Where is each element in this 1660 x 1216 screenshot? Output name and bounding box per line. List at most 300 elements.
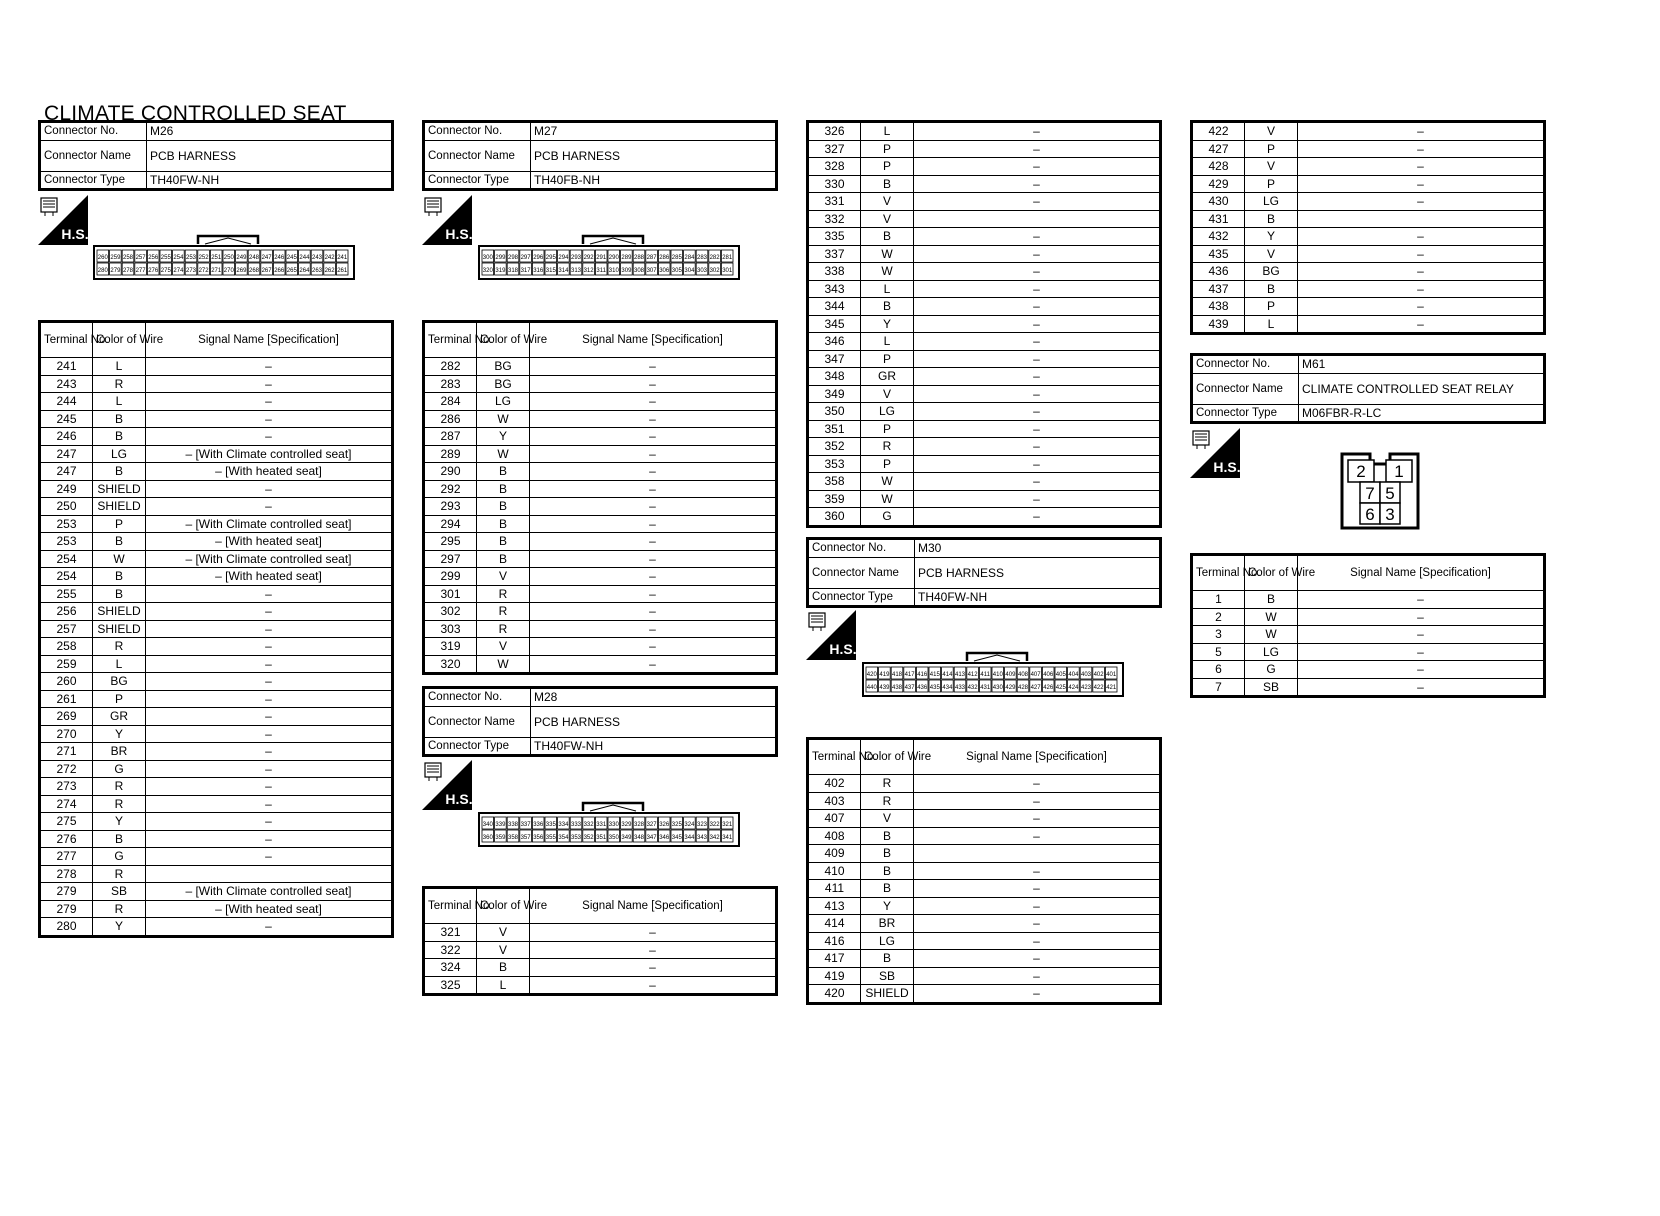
- signal-name: –: [914, 775, 1161, 793]
- pin-label: 254: [173, 255, 184, 261]
- terminal-table-m26: [38, 320, 394, 938]
- terminal-no: 273: [40, 778, 93, 796]
- pin-label: 360: [482, 835, 493, 841]
- signal-name: –: [146, 848, 393, 866]
- pin-label: 358: [507, 835, 519, 841]
- wire-color: B: [477, 550, 530, 568]
- table-row: [1192, 315, 1545, 334]
- wire-color: Y: [93, 918, 146, 937]
- table-row: [424, 515, 777, 533]
- pin-label: 315: [545, 268, 556, 274]
- pin-label: 280: [97, 268, 108, 274]
- terminal-no: 430: [1192, 193, 1245, 211]
- terminal-no: 302: [424, 603, 477, 621]
- terminal-no: 432: [1192, 228, 1245, 246]
- wire-color: B: [861, 175, 914, 193]
- pin-label: 353: [570, 835, 582, 841]
- wire-color: W: [477, 655, 530, 674]
- wire-color: B: [93, 568, 146, 586]
- pin-label: 407: [1030, 672, 1041, 678]
- terminal-no: 283: [424, 375, 477, 393]
- wire-color: V: [861, 210, 914, 228]
- pin-label: 296: [533, 255, 544, 261]
- signal-name: –: [914, 193, 1161, 211]
- pin-label: 436: [917, 685, 928, 691]
- table-row: [40, 550, 393, 568]
- table-row: [424, 924, 777, 942]
- terminal-no: 352: [808, 438, 861, 456]
- wire-color: R: [93, 795, 146, 813]
- pin-label: 273: [185, 268, 197, 274]
- pin-label: 7: [1365, 484, 1375, 503]
- label-connector-name: Connector Name: [1192, 373, 1299, 404]
- pin-label: 440: [866, 685, 877, 691]
- pin-label: 310: [608, 268, 619, 274]
- pin-label: 312: [583, 268, 594, 274]
- table-row: [1192, 228, 1545, 246]
- table-row: [424, 976, 777, 995]
- terminal-no: 439: [1192, 315, 1245, 334]
- pin-label: 318: [507, 268, 519, 274]
- pin-label: 429: [1005, 685, 1016, 691]
- terminal-no: 274: [40, 795, 93, 813]
- table-row: [808, 775, 1161, 793]
- table-row: [808, 122, 1161, 141]
- wire-color: B: [93, 463, 146, 481]
- pin-label: 290: [608, 255, 619, 261]
- signal-name: –: [914, 140, 1161, 158]
- pin-label: 345: [671, 835, 682, 841]
- pin-label: 346: [659, 835, 670, 841]
- pin-label: 402: [1093, 672, 1104, 678]
- terminal-no: 261: [40, 690, 93, 708]
- table-row: [808, 473, 1161, 491]
- pin-label: 309: [621, 268, 632, 274]
- wire-color: R: [861, 775, 914, 793]
- wire-color: P: [93, 690, 146, 708]
- wire-color: L: [93, 655, 146, 673]
- col-header-color: Color of Wire: [93, 322, 146, 358]
- col-header-color: Color of Wire: [861, 739, 914, 775]
- table-row: [808, 403, 1161, 421]
- signal-name: –: [1298, 122, 1545, 141]
- signal-name: –: [530, 463, 777, 481]
- terminal-no: 279: [40, 883, 93, 901]
- wire-color: BG: [477, 375, 530, 393]
- signal-name: –: [914, 315, 1161, 333]
- signal-name: –: [914, 985, 1161, 1004]
- pin-label: 282: [709, 255, 720, 261]
- signal-name: –: [914, 385, 1161, 403]
- wire-color: P: [861, 350, 914, 368]
- wire-color: Y: [1245, 228, 1298, 246]
- wire-color: R: [477, 585, 530, 603]
- table-row: [1192, 280, 1545, 298]
- signal-name: –: [914, 122, 1161, 141]
- pin-label: 404: [1068, 672, 1079, 678]
- table-row: [1192, 608, 1545, 626]
- table-row: [1192, 298, 1545, 316]
- hs-label: H.S.: [1213, 459, 1241, 475]
- table-row: [808, 455, 1161, 473]
- wire-color: BG: [1245, 263, 1298, 281]
- wire-color: W: [1245, 608, 1298, 626]
- wire-color: SHIELD: [93, 480, 146, 498]
- table-row: [40, 918, 393, 937]
- wire-color: W: [861, 473, 914, 491]
- signal-name: –: [914, 932, 1161, 950]
- terminal-no: 431: [1192, 210, 1245, 228]
- signal-name: – [With Climate controlled seat]: [146, 550, 393, 568]
- wire-color: P: [1245, 298, 1298, 316]
- terminal-no: 429: [1192, 175, 1245, 193]
- pin-label: 276: [148, 268, 159, 274]
- wire-color: W: [861, 263, 914, 281]
- pin-label: 275: [160, 268, 171, 274]
- table-row: [40, 393, 393, 411]
- pin-label: 253: [185, 255, 197, 261]
- pin-label: 336: [533, 822, 544, 828]
- table-row: [808, 827, 1161, 845]
- pin-label: 415: [929, 672, 940, 678]
- terminal-no: 328: [808, 158, 861, 176]
- terminal-no: 337: [808, 245, 861, 263]
- hs-connector-icon: [422, 195, 472, 245]
- signal-name: –: [530, 655, 777, 674]
- table-row: [424, 445, 777, 463]
- table-row: [40, 638, 393, 656]
- signal-name: –: [1298, 626, 1545, 644]
- pin-label: 265: [286, 268, 297, 274]
- pin-label: 291: [596, 255, 607, 261]
- pin-label: 295: [545, 255, 556, 261]
- pin-label: 302: [709, 268, 720, 274]
- table-row: [808, 228, 1161, 246]
- connector-info-m27: [422, 120, 778, 191]
- connector-no: M26: [147, 122, 393, 141]
- terminal-no: 353: [808, 455, 861, 473]
- signal-name: –: [914, 490, 1161, 508]
- col-header-terminal: Terminal No.: [424, 888, 477, 924]
- terminal-no: 321: [424, 924, 477, 942]
- wire-color: G: [93, 760, 146, 778]
- pin-label: 324: [684, 822, 695, 828]
- terminal-no: 324: [424, 959, 477, 977]
- signal-name: –: [530, 498, 777, 516]
- wire-color: V: [861, 810, 914, 828]
- signal-name: –: [914, 420, 1161, 438]
- pin-label: 435: [929, 685, 940, 691]
- terminal-no: 277: [40, 848, 93, 866]
- hs-label: H.S.: [445, 791, 473, 807]
- table-row: [808, 193, 1161, 211]
- signal-name: –: [530, 393, 777, 411]
- terminal-no: 5: [1192, 643, 1245, 661]
- signal-name: –: [146, 795, 393, 813]
- table-row: [40, 725, 393, 743]
- terminal-no: 287: [424, 428, 477, 446]
- terminal-no: 427: [1192, 140, 1245, 158]
- signal-name: –: [146, 638, 393, 656]
- signal-name: –: [146, 918, 393, 937]
- label-connector-type: Connector Type: [808, 588, 915, 607]
- terminal-no: 322: [424, 941, 477, 959]
- table-row: [40, 865, 393, 883]
- table-row: [40, 848, 393, 866]
- terminal-no: 407: [808, 810, 861, 828]
- wire-color: L: [1245, 315, 1298, 334]
- table-row: [808, 280, 1161, 298]
- signal-name: –: [530, 620, 777, 638]
- pin-label: 325: [671, 822, 682, 828]
- terminal-table-m28a: [422, 886, 778, 996]
- pin-label: 257: [135, 255, 146, 261]
- wire-color: W: [477, 445, 530, 463]
- table-row: [40, 673, 393, 691]
- terminal-no: 297: [424, 550, 477, 568]
- wire-color: B: [861, 862, 914, 880]
- terminal-no: 410: [808, 862, 861, 880]
- table-row: [1192, 175, 1545, 193]
- pin-label: 270: [223, 268, 234, 274]
- pin-label: 431: [980, 685, 991, 691]
- wire-color: SB: [861, 967, 914, 985]
- terminal-no: 260: [40, 673, 93, 691]
- signal-name: –: [146, 375, 393, 393]
- col-header-signal: Signal Name [Specification]: [530, 322, 777, 358]
- wire-color: V: [1245, 122, 1298, 141]
- terminal-no: 246: [40, 428, 93, 446]
- pin-label: 286: [659, 255, 670, 261]
- terminal-no: 303: [424, 620, 477, 638]
- table-row: [424, 550, 777, 568]
- pin-label: 248: [248, 255, 260, 261]
- signal-name: –: [530, 585, 777, 603]
- signal-name: –: [1298, 280, 1545, 298]
- table-row: [424, 480, 777, 498]
- wire-color: G: [1245, 661, 1298, 679]
- table-row: [1192, 245, 1545, 263]
- pin-label: 418: [891, 672, 903, 678]
- signal-name: –: [530, 924, 777, 942]
- col-header-color: Color of Wire: [477, 322, 530, 358]
- pin-label: 264: [299, 268, 310, 274]
- wire-color: P: [861, 420, 914, 438]
- table-row: [40, 568, 393, 586]
- signal-name: – [With heated seat]: [146, 533, 393, 551]
- table-row: [808, 950, 1161, 968]
- pin-label: 357: [520, 835, 531, 841]
- wire-color: B: [861, 845, 914, 863]
- signal-name: – [With heated seat]: [146, 900, 393, 918]
- signal-name: –: [146, 690, 393, 708]
- signal-name: –: [530, 550, 777, 568]
- pin-label: 439: [879, 685, 890, 691]
- pin-label: 342: [709, 835, 720, 841]
- table-row: [808, 490, 1161, 508]
- terminal-no: 350: [808, 403, 861, 421]
- connector-info-m28: [422, 686, 778, 757]
- pin-label: 405: [1055, 672, 1066, 678]
- signal-name: –: [1298, 315, 1545, 334]
- table-row: [808, 862, 1161, 880]
- hs-connector-icon: [806, 610, 856, 660]
- pin-label: 2: [1356, 462, 1366, 481]
- wire-color: W: [1245, 626, 1298, 644]
- table-row: [808, 333, 1161, 351]
- signal-name: – [With heated seat]: [146, 568, 393, 586]
- wire-color: SB: [93, 883, 146, 901]
- wire-color: Y: [861, 897, 914, 915]
- wire-color: LG: [861, 932, 914, 950]
- hs-connector-icon: [38, 195, 88, 245]
- table-row: [424, 533, 777, 551]
- pin-label: 258: [122, 255, 134, 261]
- terminal-no: 428: [1192, 158, 1245, 176]
- label-connector-type: Connector Type: [40, 171, 147, 190]
- terminal-no: 249: [40, 480, 93, 498]
- table-row: [1192, 193, 1545, 211]
- signal-name: –: [914, 950, 1161, 968]
- signal-name: –: [146, 725, 393, 743]
- terminal-no: 349: [808, 385, 861, 403]
- terminal-no: 250: [40, 498, 93, 516]
- wire-color: B: [861, 298, 914, 316]
- terminal-no: 422: [1192, 122, 1245, 141]
- signal-name: –: [146, 743, 393, 761]
- pin-label: 428: [1017, 685, 1029, 691]
- wire-color: V: [477, 941, 530, 959]
- wire-color: V: [477, 638, 530, 656]
- pin-label: 271: [211, 268, 222, 274]
- table-row: [40, 463, 393, 481]
- table-row: [808, 420, 1161, 438]
- table-row: [808, 810, 1161, 828]
- label-connector-no: Connector No.: [1192, 355, 1299, 374]
- connector-type: TH40FW-NH: [915, 588, 1161, 607]
- signal-name: –: [530, 603, 777, 621]
- table-row: [808, 897, 1161, 915]
- signal-name: –: [914, 298, 1161, 316]
- table-row: [1192, 140, 1545, 158]
- signal-name: –: [914, 792, 1161, 810]
- pin-label: 424: [1068, 685, 1079, 691]
- wire-color: L: [861, 280, 914, 298]
- wire-color: B: [477, 498, 530, 516]
- wire-color: SHIELD: [93, 498, 146, 516]
- wire-color: P: [1245, 140, 1298, 158]
- table-row: [424, 959, 777, 977]
- pin-label: 250: [223, 255, 234, 261]
- signal-name: –: [914, 827, 1161, 845]
- pin-label: 409: [1005, 672, 1016, 678]
- pin-label: 246: [274, 255, 285, 261]
- signal-name: –: [146, 585, 393, 603]
- pin-label: 308: [633, 268, 645, 274]
- table-row: [1192, 626, 1545, 644]
- pin-label: 272: [198, 268, 209, 274]
- wire-color: GR: [93, 708, 146, 726]
- connector-name: PCB HARNESS: [915, 557, 1161, 588]
- table-row: [40, 760, 393, 778]
- table-row: [40, 830, 393, 848]
- table-row: [424, 463, 777, 481]
- wire-color: LG: [93, 445, 146, 463]
- pin-label: 352: [583, 835, 594, 841]
- pin-label: 350: [608, 835, 619, 841]
- terminal-no: 301: [424, 585, 477, 603]
- signal-name: –: [1298, 643, 1545, 661]
- terminal-no: 289: [424, 445, 477, 463]
- pin-label: 349: [621, 835, 632, 841]
- terminal-no: 284: [424, 393, 477, 411]
- wire-color: B: [1245, 591, 1298, 609]
- wire-color: B: [477, 463, 530, 481]
- terminal-no: 299: [424, 568, 477, 586]
- signal-name: –: [914, 967, 1161, 985]
- pin-label: 262: [324, 268, 335, 274]
- wire-color: SHIELD: [861, 985, 914, 1004]
- pin-label: 292: [583, 255, 594, 261]
- terminal-no: 254: [40, 550, 93, 568]
- wire-color: P: [861, 140, 914, 158]
- pin-label: 416: [917, 672, 928, 678]
- table-row: [40, 795, 393, 813]
- terminal-no: 435: [1192, 245, 1245, 263]
- table-row: [40, 900, 393, 918]
- signal-name: –: [914, 897, 1161, 915]
- terminal-no: 2: [1192, 608, 1245, 626]
- wire-color: R: [93, 638, 146, 656]
- pin-label: 437: [904, 685, 915, 691]
- col-header-signal: Signal Name [Specification]: [914, 739, 1161, 775]
- table-row: [40, 410, 393, 428]
- pin-label: 323: [696, 822, 708, 828]
- signal-name: –: [530, 358, 777, 376]
- terminal-no: 326: [808, 122, 861, 141]
- signal-name: –: [530, 941, 777, 959]
- label-connector-name: Connector Name: [424, 140, 531, 171]
- terminal-no: 286: [424, 410, 477, 428]
- terminal-no: 245: [40, 410, 93, 428]
- pin-label: 252: [198, 255, 209, 261]
- signal-name: – [With Climate controlled seat]: [146, 515, 393, 533]
- terminal-no: 270: [40, 725, 93, 743]
- signal-name: –: [1298, 678, 1545, 697]
- pin-label: 411: [980, 672, 990, 678]
- signal-name: –: [530, 533, 777, 551]
- connector-name: PCB HARNESS: [531, 706, 777, 737]
- hs-label: H.S.: [445, 226, 473, 242]
- signal-name: –: [1298, 140, 1545, 158]
- terminal-no: 290: [424, 463, 477, 481]
- pin-label: 294: [558, 255, 569, 261]
- pin-label: 277: [135, 268, 146, 274]
- signal-name: –: [1298, 298, 1545, 316]
- pin-label: 355: [545, 835, 556, 841]
- terminal-no: 408: [808, 827, 861, 845]
- pin-label: 328: [633, 822, 645, 828]
- signal-name: –: [530, 959, 777, 977]
- terminal-no: 280: [40, 918, 93, 937]
- table-row: [808, 438, 1161, 456]
- table-row: [808, 245, 1161, 263]
- pin-label: 426: [1043, 685, 1054, 691]
- table-row: [424, 393, 777, 411]
- table-row: [1192, 210, 1545, 228]
- wire-color: L: [861, 333, 914, 351]
- col-header-terminal: Terminal No.: [40, 322, 93, 358]
